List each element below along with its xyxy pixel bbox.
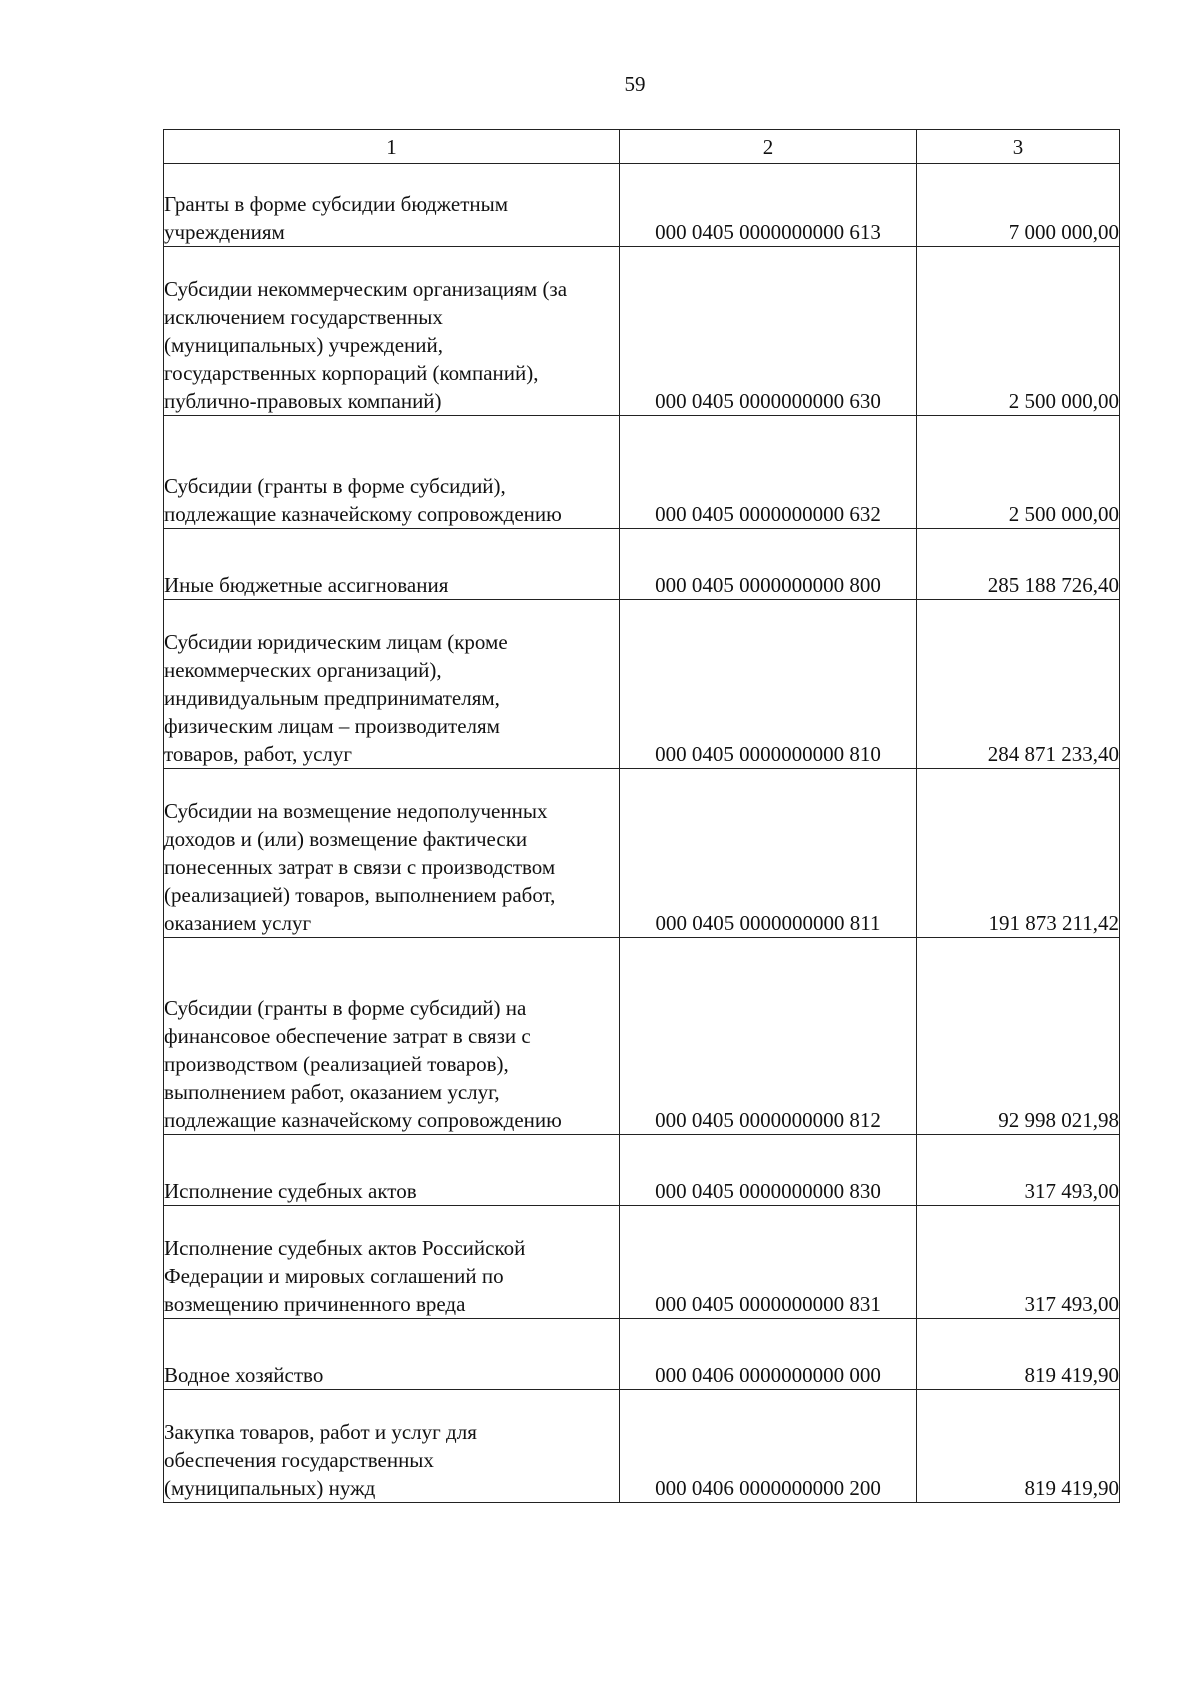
row-amount: 317 493,00: [917, 1135, 1120, 1206]
row-name: Гранты в форме субсидии бюджетным учреждениям: [164, 164, 620, 247]
table-row: [164, 769, 1120, 938]
table-row: [164, 600, 1120, 769]
table-row: [164, 1319, 1120, 1390]
row-code: 000 0405 0000000000 800: [620, 529, 917, 600]
row-amount: 285 188 726,40: [917, 529, 1120, 600]
row-code: 000 0405 0000000000 810: [620, 600, 917, 769]
row-code: 000 0406 0000000000 000: [620, 1319, 917, 1390]
table-row: [164, 1206, 1120, 1319]
row-code: 000 0405 0000000000 830: [620, 1135, 917, 1206]
row-amount: 819 419,90: [917, 1390, 1120, 1503]
row-amount: 7 000 000,00: [917, 164, 1120, 247]
row-amount: 819 419,90: [917, 1319, 1120, 1390]
row-code: 000 0405 0000000000 632: [620, 416, 917, 529]
row-name: Закупка товаров, работ и услуг для обеспечения государственных (муниципальных) нужд: [164, 1390, 620, 1503]
table-row: [164, 938, 1120, 1135]
row-amount: 2 500 000,00: [917, 416, 1120, 529]
table-row: [164, 416, 1120, 529]
row-name: Субсидии юридическим лицам (кроме некоммерческих организаций), индивидуальным предпринимателям, физическим лицам – производителям товаров, работ, услуг: [164, 600, 620, 769]
row-code: 000 0405 0000000000 613: [620, 164, 917, 247]
row-name: Субсидии (гранты в форме субсидий), подлежащие казначейскому сопровождению: [164, 416, 620, 529]
row-name: Субсидии на возмещение недополученных доходов и (или) возмещение фактически понесенных затрат в связи с производством (реализацией) товаров, выполнением работ, оказанием услуг: [164, 769, 620, 938]
column-header: 2: [620, 130, 917, 164]
row-name: Исполнение судебных актов: [164, 1135, 620, 1206]
row-name: Субсидии (гранты в форме субсидий) на финансовое обеспечение затрат в связи с производством (реализацией товаров), выполнением работ, оказанием услуг, подлежащие казначейскому сопровождению: [164, 938, 620, 1135]
table-row: [164, 529, 1120, 600]
row-amount: 317 493,00: [917, 1206, 1120, 1319]
table-row: [164, 1135, 1120, 1206]
column-header: 1: [164, 130, 620, 164]
row-amount: 284 871 233,40: [917, 600, 1120, 769]
row-amount: 191 873 211,42: [917, 769, 1120, 938]
row-amount: 2 500 000,00: [917, 247, 1120, 416]
row-code: 000 0405 0000000000 630: [620, 247, 917, 416]
row-code: 000 0405 0000000000 831: [620, 1206, 917, 1319]
table-row: [164, 247, 1120, 416]
table-header-row: [164, 130, 1120, 164]
row-name: Иные бюджетные ассигнования: [164, 529, 620, 600]
row-name: Водное хозяйство: [164, 1319, 620, 1390]
page-number: 59: [624, 72, 646, 96]
column-header: 3: [917, 130, 1120, 164]
row-code: 000 0406 0000000000 200: [620, 1390, 917, 1503]
table-row: [164, 164, 1120, 247]
table-row: [164, 1390, 1120, 1503]
row-amount: 92 998 021,98: [917, 938, 1120, 1135]
row-code: 000 0405 0000000000 812: [620, 938, 917, 1135]
row-name: Субсидии некоммерческим организациям (за исключением государственных (муниципальных) учреждений, государственных корпораций (компаний), публично-правовых компаний): [164, 247, 620, 416]
row-name: Исполнение судебных актов Российской Федерации и мировых соглашений по возмещению причиненного вреда: [164, 1206, 620, 1319]
budget-table: [163, 129, 1120, 1503]
row-code: 000 0405 0000000000 811: [620, 769, 917, 938]
